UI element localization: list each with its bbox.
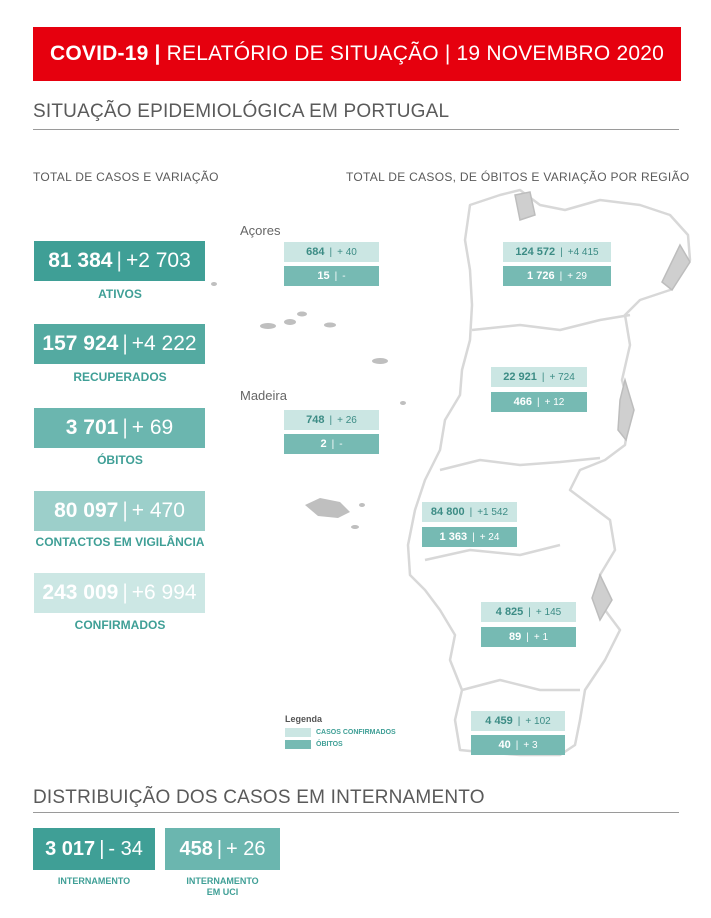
madeira-cases-box	[284, 410, 379, 430]
island-5	[372, 358, 388, 364]
separator: |	[526, 631, 529, 643]
norte-deaths-var: + 29	[567, 270, 587, 282]
alentejo-cases: 4 825	[495, 606, 524, 618]
stat-ativos-variation: +2 703	[125, 249, 191, 272]
stat-obitos-value: 3 701	[65, 416, 119, 439]
norte-deaths: 1 726	[527, 270, 555, 282]
norte-deaths-box	[503, 266, 611, 286]
border-alentejo	[462, 680, 580, 690]
island-4	[324, 323, 336, 328]
hosp-internamento-variation: - 34	[108, 837, 143, 860]
legend-row-confirmed	[285, 728, 396, 737]
banner-title-bold: COVID-19 |	[50, 42, 161, 65]
hosp-uci-label-line2: EM UCI	[206, 887, 239, 897]
madeira-islands	[305, 498, 365, 529]
section-divider	[33, 812, 679, 813]
stat-confirmados-value: 243 009	[42, 581, 119, 604]
centro-cases-var: + 724	[549, 371, 575, 383]
hosp-uci-variation: + 26	[226, 837, 266, 860]
separator: |	[515, 739, 519, 751]
separator: |	[528, 606, 531, 618]
separator: |	[541, 371, 545, 383]
separator: |	[469, 506, 473, 518]
acores-deaths: 15	[317, 270, 330, 282]
lisboa-deaths-box	[422, 527, 517, 547]
porto-santo	[351, 525, 359, 529]
algarve-cases: 4 459	[485, 715, 513, 727]
border-norte	[472, 315, 630, 330]
coast-accent-east	[662, 245, 690, 290]
acores-cases-var: + 40	[337, 246, 357, 258]
lisboa-cases-var: +1 542	[477, 506, 509, 518]
lisboa-deaths-var: + 24	[479, 531, 500, 543]
section-title-epidemiology: SITUAÇÃO EPIDEMIOLÓGICA EM PORTUGAL	[33, 101, 450, 122]
separator: |	[331, 438, 335, 450]
alentejo-cases-var: + 145	[535, 606, 562, 618]
alentejo-deaths: 89	[508, 631, 522, 643]
separator: |	[517, 715, 521, 727]
hosp-uci-label	[165, 876, 280, 898]
border-centro	[440, 458, 600, 470]
norte-cases-var: +4 415	[567, 246, 599, 258]
stat-confirmados-label: CONFIRMADOS	[74, 618, 166, 632]
alentejo-deaths-box	[481, 627, 576, 647]
stat-ativos	[34, 241, 205, 281]
stat-contactos	[34, 491, 205, 531]
region-label-acores: Açores	[240, 223, 281, 238]
left-subheading: TOTAL DE CASOS E VARIAÇÃO	[33, 170, 219, 184]
coast-accent-east2	[618, 380, 634, 440]
madeira-deaths-box	[284, 434, 379, 454]
acores-cases-box	[284, 242, 379, 262]
algarve-deaths-var: + 3	[523, 739, 538, 751]
stat-contactos-variation: + 470	[131, 499, 185, 522]
lisboa-cases: 84 800	[430, 506, 465, 518]
centro-deaths: 466	[513, 396, 532, 408]
hosp-uci-label-line1: INTERNAMENTO	[186, 876, 259, 886]
stat-confirmados	[34, 573, 205, 613]
madeira-main	[305, 498, 350, 518]
madeira-cases: 748	[306, 414, 325, 426]
stat-obitos-label: ÓBITOS	[97, 453, 143, 467]
lisboa-cases-box	[422, 502, 517, 522]
stat-recuperados	[34, 324, 205, 364]
island-1	[260, 323, 276, 329]
alentejo-deaths-var: + 1	[533, 631, 549, 643]
island-2	[284, 319, 296, 325]
island-7	[211, 282, 217, 286]
separator: |	[99, 837, 105, 860]
separator: |	[122, 581, 128, 604]
norte-cases-box	[503, 242, 611, 262]
stat-ativos-label: ATIVOS	[98, 287, 142, 301]
stat-recuperados-label: RECUPERADOS	[73, 370, 167, 384]
madeira-cases-var: + 26	[337, 414, 357, 426]
separator: |	[216, 837, 223, 860]
separator: |	[116, 249, 122, 272]
centro-deaths-var: + 12	[544, 396, 565, 408]
desertas	[359, 503, 365, 507]
stat-recuperados-value: 157 924	[42, 332, 119, 355]
lisboa-deaths: 1 363	[439, 531, 468, 543]
stat-ativos-value: 81 384	[48, 249, 113, 272]
separator: |	[122, 499, 128, 522]
separator: |	[559, 270, 563, 282]
right-subheading: TOTAL DE CASOS, DE ÓBITOS E VARIAÇÃO POR REGIÃO	[346, 170, 690, 184]
banner-title-rest: RELATÓRIO DE SITUAÇÃO | 19 NOVEMBRO 2020	[166, 42, 664, 65]
section-title-hospitalization: DISTRIBUIÇÃO DOS CASOS EM INTERNAMENTO	[33, 787, 485, 808]
centro-cases: 22 921	[503, 371, 537, 383]
stat-recuperados-variation: +4 222	[131, 332, 197, 355]
separator: |	[334, 270, 338, 282]
alentejo-cases-box	[481, 602, 576, 622]
island-6	[400, 401, 406, 405]
centro-deaths-box	[491, 392, 587, 412]
separator: |	[472, 531, 475, 543]
separator: |	[122, 332, 128, 355]
stat-confirmados-variation: +6 994	[131, 581, 197, 604]
separator: |	[122, 416, 128, 439]
separator: |	[329, 246, 333, 258]
madeira-deaths: 2	[320, 438, 327, 450]
hosp-internamento	[33, 828, 155, 870]
madeira-deaths-var: -	[339, 438, 343, 450]
separator: |	[329, 414, 333, 426]
acores-deaths-var: -	[342, 270, 346, 282]
legend-swatch-deaths	[285, 740, 311, 749]
algarve-deaths-box	[471, 735, 565, 755]
hosp-internamento-value: 3 017	[45, 837, 96, 860]
hosp-uci	[165, 828, 280, 870]
legend-swatch-confirmed	[285, 728, 311, 737]
centro-cases-box	[491, 367, 587, 387]
hosp-uci-value: 458	[179, 837, 213, 860]
stat-obitos	[34, 408, 205, 448]
separator: |	[560, 246, 563, 258]
coast-accent-north	[515, 192, 535, 220]
norte-cases: 124 572	[515, 246, 556, 258]
stat-obitos-variation: + 69	[131, 416, 174, 439]
legend-label-confirmed: CASOS CONFIRMADOS	[316, 729, 396, 736]
acores-deaths-box	[284, 266, 379, 286]
algarve-deaths: 40	[498, 739, 511, 751]
island-3	[297, 312, 307, 317]
acores-islands	[211, 282, 406, 405]
separator: |	[537, 396, 540, 408]
acores-cases: 684	[306, 246, 325, 258]
border-lisboa	[425, 545, 560, 560]
stat-contactos-label: CONTACTOS EM VIGILÂNCIA	[35, 535, 205, 549]
hosp-internamento-label: INTERNAMENTO	[57, 876, 131, 886]
region-label-madeira: Madeira	[240, 388, 287, 403]
legend-row-deaths	[285, 740, 396, 749]
map-legend	[285, 714, 396, 752]
legend-label-deaths: ÓBITOS	[316, 741, 343, 748]
algarve-cases-box	[471, 711, 565, 731]
stat-contactos-value: 80 097	[54, 499, 119, 522]
algarve-cases-var: + 102	[525, 715, 551, 727]
legend-title: Legenda	[285, 714, 323, 724]
